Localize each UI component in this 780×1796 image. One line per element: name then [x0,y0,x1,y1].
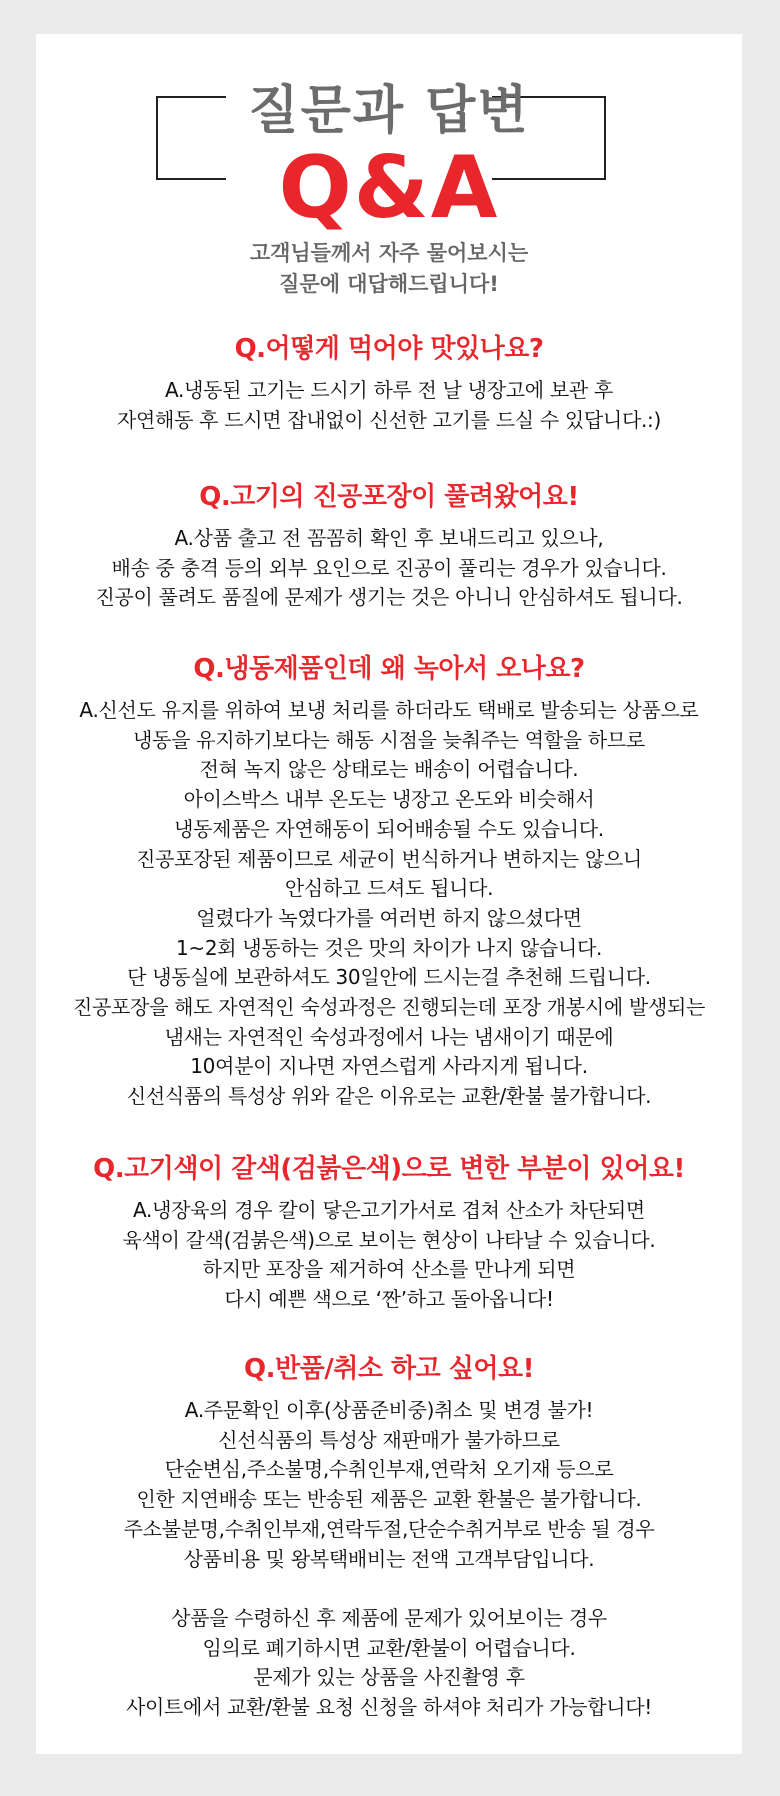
answer-line: A.신선도 유지를 위하여 보냉 처리를 하더라도 택배로 발송되는 상품으로 [79,698,699,722]
answer-line: A.냉동된 고기는 드시기 하루 전 날 냉장고에 보관 후 [165,378,613,402]
answer-line: A.상품 출고 전 꼼꼼히 확인 후 보내드리고 있으나, [174,526,604,550]
faq-question: Q.고기의 진공포장이 풀려왔어요! [199,482,579,512]
answer-line: 육색이 갈색(검붉은색)으로 보이는 현상이 나타날 수 있습니다. [122,1227,656,1252]
faq-item-return [36,1352,742,1723]
answer-line: 상품을 수령하신 후 제품에 문제가 있어보이는 경우 [171,1605,607,1630]
answer-line: 단 냉동실에 보관하셔도 30일안에 드시는걸 추천해 드립니다. [127,965,651,990]
faq-answer [36,1196,742,1315]
answer-line: 하지만 포장을 제거하여 산소를 만나게 되면 [202,1257,576,1282]
answer-line: 안심하고 드셔도 됩니다. [284,876,494,901]
faq-header [36,34,742,334]
answer-line: 얼렸다가 녹였다가를 여러번 하지 않으셨다면 [196,905,582,930]
answer-spacer [36,1574,742,1604]
answer-line: 진공이 풀려도 품질에 문제가 생기는 것은 아니니 안심하셔도 됩니다. [95,585,683,610]
faq-question: Q.반품/취소 하고 싶어요! [244,1354,534,1384]
answer-line: 문제가 있는 상품을 사진촬영 후 [253,1665,525,1690]
page-title: 질문과 답변 [248,81,530,141]
answer-line: 전혀 녹지 않은 상태로는 배송이 어렵습니다. [199,757,579,782]
answer-line: A.냉장육의 경우 칼이 닿은고기가서로 겹쳐 산소가 차단되면 [133,1198,645,1222]
answer-line: 주소불분명,수취인부재,연락두절,단순수취거부로 반송 될 경우 [123,1516,655,1541]
subtitle-line: 질문에 대답해드립니다! [279,272,499,296]
answer-line: 10여분이 지나면 자연스럽게 사라지게 됩니다. [190,1054,588,1079]
answer-line: 자연해동 후 드시면 잡내없이 신선한 고기를 드실 수 있답니다.:) [117,407,661,432]
answer-line: 냄새는 자연적인 숙성과정에서 나는 냄새이기 때문에 [164,1024,614,1049]
answer-line: 상품비용 및 왕복택배비는 전액 고객부담입니다. [183,1546,595,1571]
answer-line: 1~2회 냉동하는 것은 맛의 차이가 나지 않습니다. [175,935,603,960]
answer-line: 배송 중 충격 등의 외부 요인으로 진공이 풀리는 경우가 있습니다. [111,555,667,580]
answer-line: 인한 지연배송 또는 반송된 제품은 교환 환불은 불가합니다. [136,1487,642,1512]
answer-line: 사이트에서 교환/환불 요청 신청을 하셔야 처리가 가능합니다! [125,1695,652,1720]
answer-line: 냉동을 유지하기보다는 해동 시점을 늦춰주는 역할을 하므로 [133,727,645,752]
answer-line: A.주문확인 이후(상품준비중)취소 및 변경 불가! [184,1398,594,1422]
faq-question: Q.고기색이 갈색(검붉은색)으로 변한 부분이 있어요! [93,1154,685,1184]
faq-question: Q.어떻게 먹어야 맛있나요? [234,334,544,364]
answer-line: 임의로 폐기하시면 교환/환불이 어렵습니다. [202,1635,576,1660]
answer-line: 신선식품의 특성상 위와 같은 이유로는 교환/환불 불가합니다. [126,1084,652,1109]
answer-line: 다시 예쁜 색으로 ‘짠’하고 돌아옵니다! [224,1287,554,1312]
faq-question: Q.냉동제품인데 왜 녹아서 오나요? [193,654,585,684]
faq-item-color [36,1152,742,1315]
answer-line: 단순변심,주소불명,수취인부재,연락처 오기재 등으로 [164,1457,614,1482]
answer-line: 아이스박스 내부 온도는 냉장고 온도와 비슷해서 [183,787,595,812]
faq-answer [36,524,742,613]
answer-line: 냉동제품은 자연해동이 되어배송될 수도 있습니다. [174,816,604,841]
faq-answer [36,1396,742,1723]
faq-card [36,34,742,1754]
faq-item-vacuum [36,480,742,613]
faq-answer [36,376,742,435]
faq-item-eating [36,332,742,435]
subtitle-line: 고객님들께서 자주 물어보시는 [249,241,529,265]
page-title-qa: Q&A [278,138,500,238]
answer-line: 진공포장된 제품이므로 세균이 번식하거나 변하지는 않으니 [136,846,642,871]
faq-answer [36,696,742,1112]
answer-line: 진공포장을 해도 자연적인 숙성과정은 진행되는데 포장 개봉시에 발생되는 [72,995,706,1020]
faq-item-thawed [36,652,742,1112]
page-subtitle [36,238,742,300]
answer-line: 신선식품의 특성상 재판매가 불가하므로 [218,1427,560,1452]
